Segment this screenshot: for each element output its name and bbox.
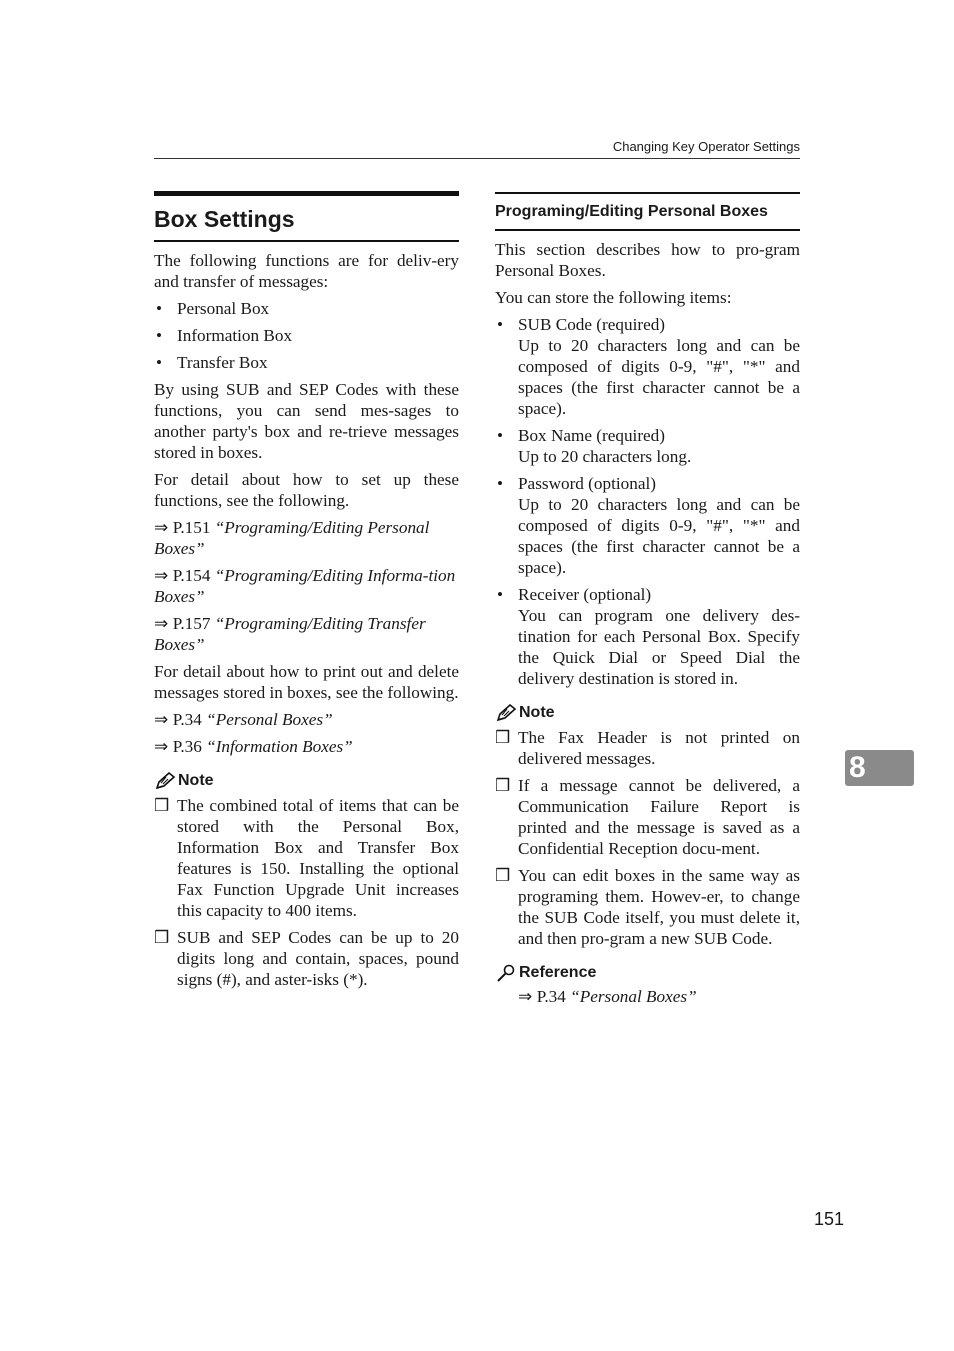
list-item: • Information Box: [156, 326, 293, 345]
pencil-icon: [495, 704, 517, 722]
reference-heading: Reference: [495, 963, 800, 983]
detail-setup-paragraph: For detail about how to set up these functions, see the following.: [154, 470, 459, 510]
note-heading: Note: [154, 771, 459, 791]
intro-paragraph: This section describes how to pro-gram Personal Boxes.: [495, 240, 800, 280]
checkbox-icon: ❒: [495, 866, 511, 885]
note-item: ❒ If a message cannot be delivered, a Communication Failure Report is printed and the message is saved as a Confidential Reception docu-ment.: [495, 776, 800, 858]
store-intro: You can store the following items:: [495, 288, 732, 307]
cross-reference-link[interactable]: ⇒ P.36 “Information Boxes”: [154, 737, 353, 756]
stored-items-list: [495, 314, 800, 689]
chapter-tab: [845, 750, 914, 786]
list-item: • Personal Box: [156, 299, 270, 318]
right-column: [495, 192, 800, 1007]
bullet-icon: •: [156, 326, 163, 345]
list-item: • Password (optional) Up to 20 characters long and can be composed of digits 0-9, "#", "*" and spaces (the first character cannot be a space).: [497, 474, 800, 577]
list-item: • Box Name (required) Up to 20 characters long.: [497, 426, 692, 466]
bullet-icon: •: [497, 474, 504, 493]
intro-paragraph: The following functions are for deliv-ery and transfer of messages:: [154, 251, 459, 291]
note-item: ❒ You can edit boxes in the same way as programing them. Howev-er, to change the SUB Code itself, you must delete it, and then pro-gram a new SUB Code.: [495, 866, 800, 948]
page-number: 151: [813, 1209, 844, 1229]
subsection-heading: [495, 192, 800, 231]
header-rule: [154, 158, 800, 159]
list-item: • SUB Code (required) Up to 20 characters long and can be composed of digits 0-9, "#", "*" and spaces (the first character cannot be a space).: [497, 315, 800, 418]
box-type-list: [154, 298, 459, 373]
bullet-icon: •: [156, 299, 163, 318]
note-list: [154, 795, 459, 990]
cross-reference-link[interactable]: ⇒ P.154 “Programing/Editing Informa-tion Boxes”: [154, 566, 456, 606]
detail-print-paragraph: For detail about how to print out and delete messages stored in boxes, see the following.: [154, 662, 459, 702]
note-list: [495, 727, 800, 949]
section-heading: [154, 191, 459, 242]
note-item: ❒ The Fax Header is not printed on delivered messages.: [495, 728, 800, 768]
bullet-icon: •: [497, 315, 504, 334]
list-item: • Transfer Box: [156, 353, 268, 372]
magnifier-icon: [495, 964, 517, 982]
cross-reference-link[interactable]: ⇒ P.157 “Programing/Editing Transfer Boxes”: [154, 614, 426, 654]
note-item: ❒ SUB and SEP Codes can be up to 20 digits long and contain, spaces, pound signs (#), and aster-isks (*).: [154, 928, 459, 989]
checkbox-icon: ❒: [154, 928, 170, 947]
list-item: • Receiver (optional) You can program one delivery des-tination for each Personal Box. Specify the Quick Dial or Speed Dial the delivery destination is stored in.: [497, 585, 800, 688]
section-title: Box Settings: [154, 206, 295, 232]
bullet-icon: •: [156, 353, 163, 372]
pencil-icon: [154, 772, 176, 790]
bullet-icon: •: [497, 426, 504, 445]
cross-reference-link[interactable]: ⇒ P.34 “Personal Boxes”: [154, 710, 333, 729]
note-item: ❒ The combined total of items that can be stored with the Personal Box, Information Box and Transfer Box features is 150. Installing the optional Fax Function Upgrade Unit increases this capacity to 400 items.: [154, 796, 459, 920]
cross-reference-link[interactable]: ⇒ P.34 “Personal Boxes”: [518, 987, 697, 1006]
cross-reference-link[interactable]: ⇒ P.151 “Programing/Editing Personal Boxes”: [154, 518, 430, 558]
checkbox-icon: ❒: [495, 776, 511, 795]
subsection-title: Programing/Editing Personal Boxes: [495, 203, 768, 220]
running-header: Changing Key Operator Settings: [612, 139, 800, 154]
sub-sep-paragraph: By using SUB and SEP Codes with these functions, you can send mes-sages to another party's box and re-trieve messages stored in boxes.: [154, 380, 459, 462]
checkbox-icon: ❒: [154, 796, 170, 815]
chapter-number: 8: [849, 751, 866, 784]
note-heading: Note: [495, 703, 800, 723]
checkbox-icon: ❒: [495, 728, 511, 747]
bullet-icon: •: [497, 585, 504, 604]
left-column: [154, 191, 459, 996]
